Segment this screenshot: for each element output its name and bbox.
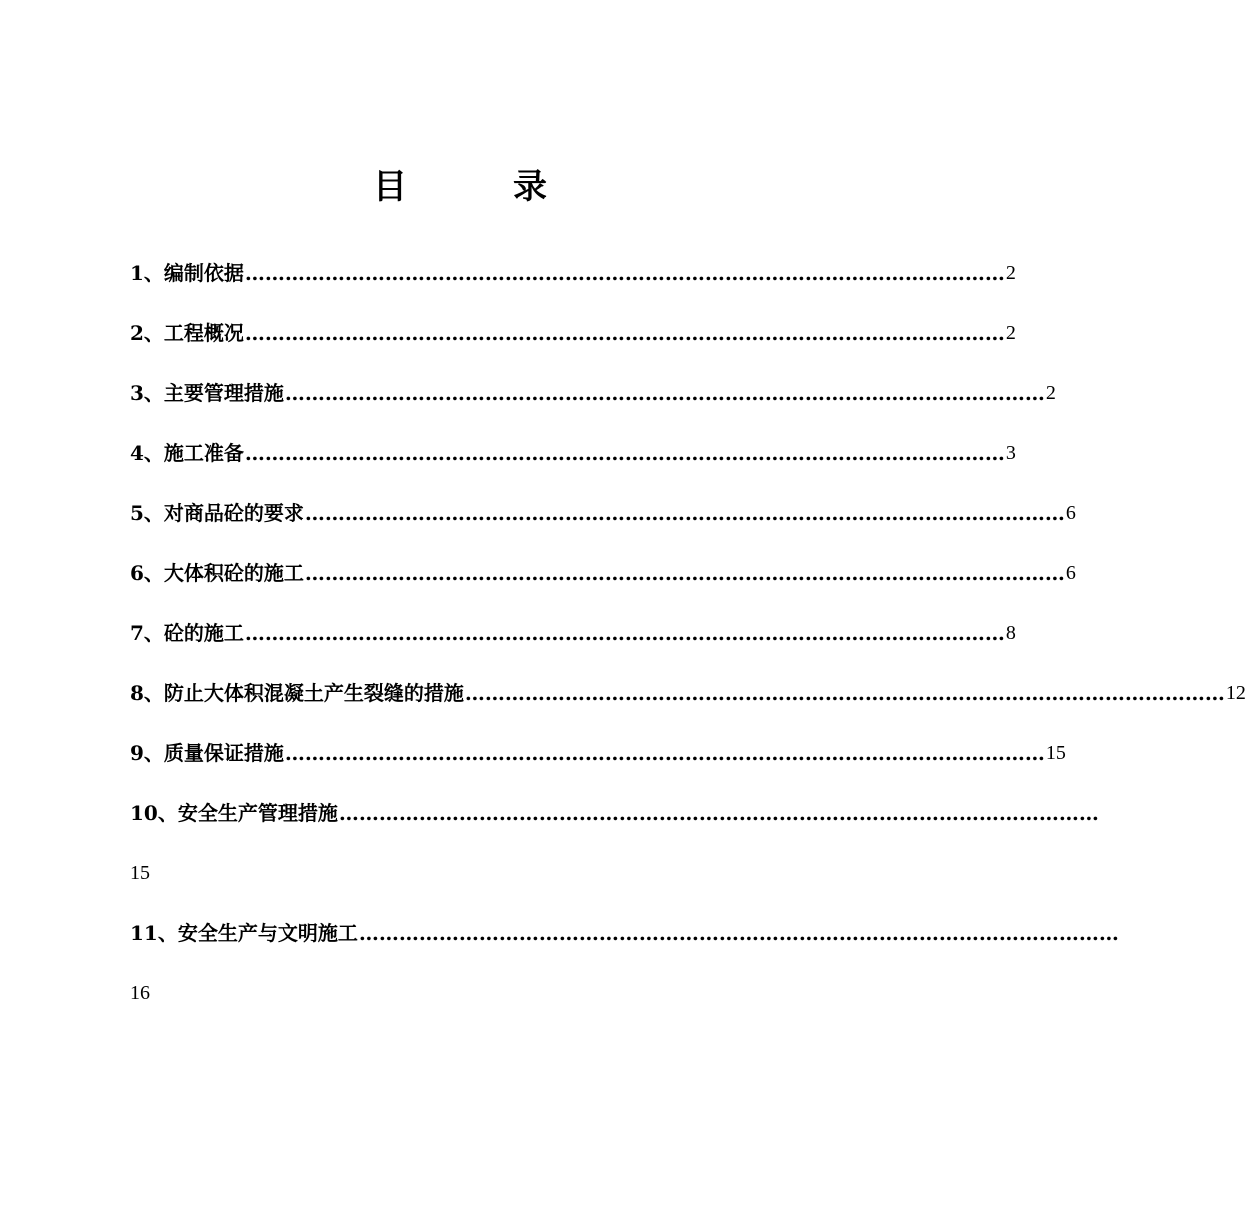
toc-entry-3 <box>130 373 1056 433</box>
toc-entry-label: 9、质量保证措施 <box>130 741 284 765</box>
toc-page-number: 2 <box>1045 382 1056 404</box>
toc-entry-6 <box>130 553 1076 613</box>
toc-leader-dots: …………………………………………………………………………………………………… <box>284 381 1045 405</box>
toc-entry-label: 11、安全生产与文明施工 <box>130 921 358 945</box>
toc-page-number: 6 <box>1065 562 1076 584</box>
toc-entry-label: 4、施工准备 <box>130 441 244 465</box>
toc-page-number: 2 <box>1005 262 1016 284</box>
toc-entry-label: 2、工程概况 <box>130 321 244 345</box>
toc-entry-label: 6、大体积砼的施工 <box>130 561 304 585</box>
toc-leader-dots: …………………………………………………………………………………………………… <box>464 681 1225 705</box>
toc-entry-7 <box>130 613 1016 673</box>
toc-leader-dots: …………………………………………………………………………………………………… <box>284 741 1045 765</box>
toc-leader-dots: …………………………………………………………………………………………………… <box>244 621 1005 645</box>
toc-page-number: 15 <box>130 862 150 884</box>
toc-entry-8 <box>130 673 1246 733</box>
toc-page-number: 2 <box>1005 322 1016 344</box>
toc-page-number: 15 <box>1045 742 1066 764</box>
toc-entry-label: 8、防止大体积混凝土产生裂缝的措施 <box>130 681 464 705</box>
toc-entry-4 <box>130 433 1016 493</box>
toc-entry-5 <box>130 493 1076 553</box>
toc-entry-label: 7、砼的施工 <box>130 621 244 645</box>
toc-page-number: 3 <box>1005 442 1016 464</box>
toc-entry-9 <box>130 733 1066 793</box>
toc-page-number: 16 <box>130 982 150 1004</box>
toc-entry-2 <box>130 313 1016 373</box>
toc-page-number: 8 <box>1005 622 1016 644</box>
toc-leader-dots: …………………………………………………………………………………………………… <box>244 321 1005 345</box>
toc-page-number: 6 <box>1065 502 1076 524</box>
toc-entry-label: 1、编制依据 <box>130 261 244 285</box>
toc-entry-1 <box>130 253 1016 313</box>
toc-leader-dots: …………………………………………………………………………………………………… <box>304 561 1065 585</box>
toc-leader-dots: …………………………………………………………………………………………………… <box>244 441 1005 465</box>
toc-entry-label: 10、安全生产管理措施 <box>130 801 338 825</box>
toc-page-number: 12 <box>1225 682 1246 704</box>
page-title: 目 录 <box>373 167 583 207</box>
toc-leader-dots: …………………………………………………………………………………………………… <box>244 261 1005 285</box>
toc-entry-10 <box>130 793 1099 913</box>
table-of-contents <box>130 253 1246 1033</box>
toc-leader-dots: …………………………………………………………………………………………………… <box>358 921 1119 945</box>
toc-leader-dots: …………………………………………………………………………………………………… <box>304 501 1065 525</box>
toc-entry-11 <box>130 913 1119 1033</box>
toc-entry-label: 3、主要管理措施 <box>130 381 284 405</box>
toc-entry-label: 5、对商品砼的要求 <box>130 501 304 525</box>
toc-leader-dots: …………………………………………………………………………………………………… <box>338 801 1099 825</box>
